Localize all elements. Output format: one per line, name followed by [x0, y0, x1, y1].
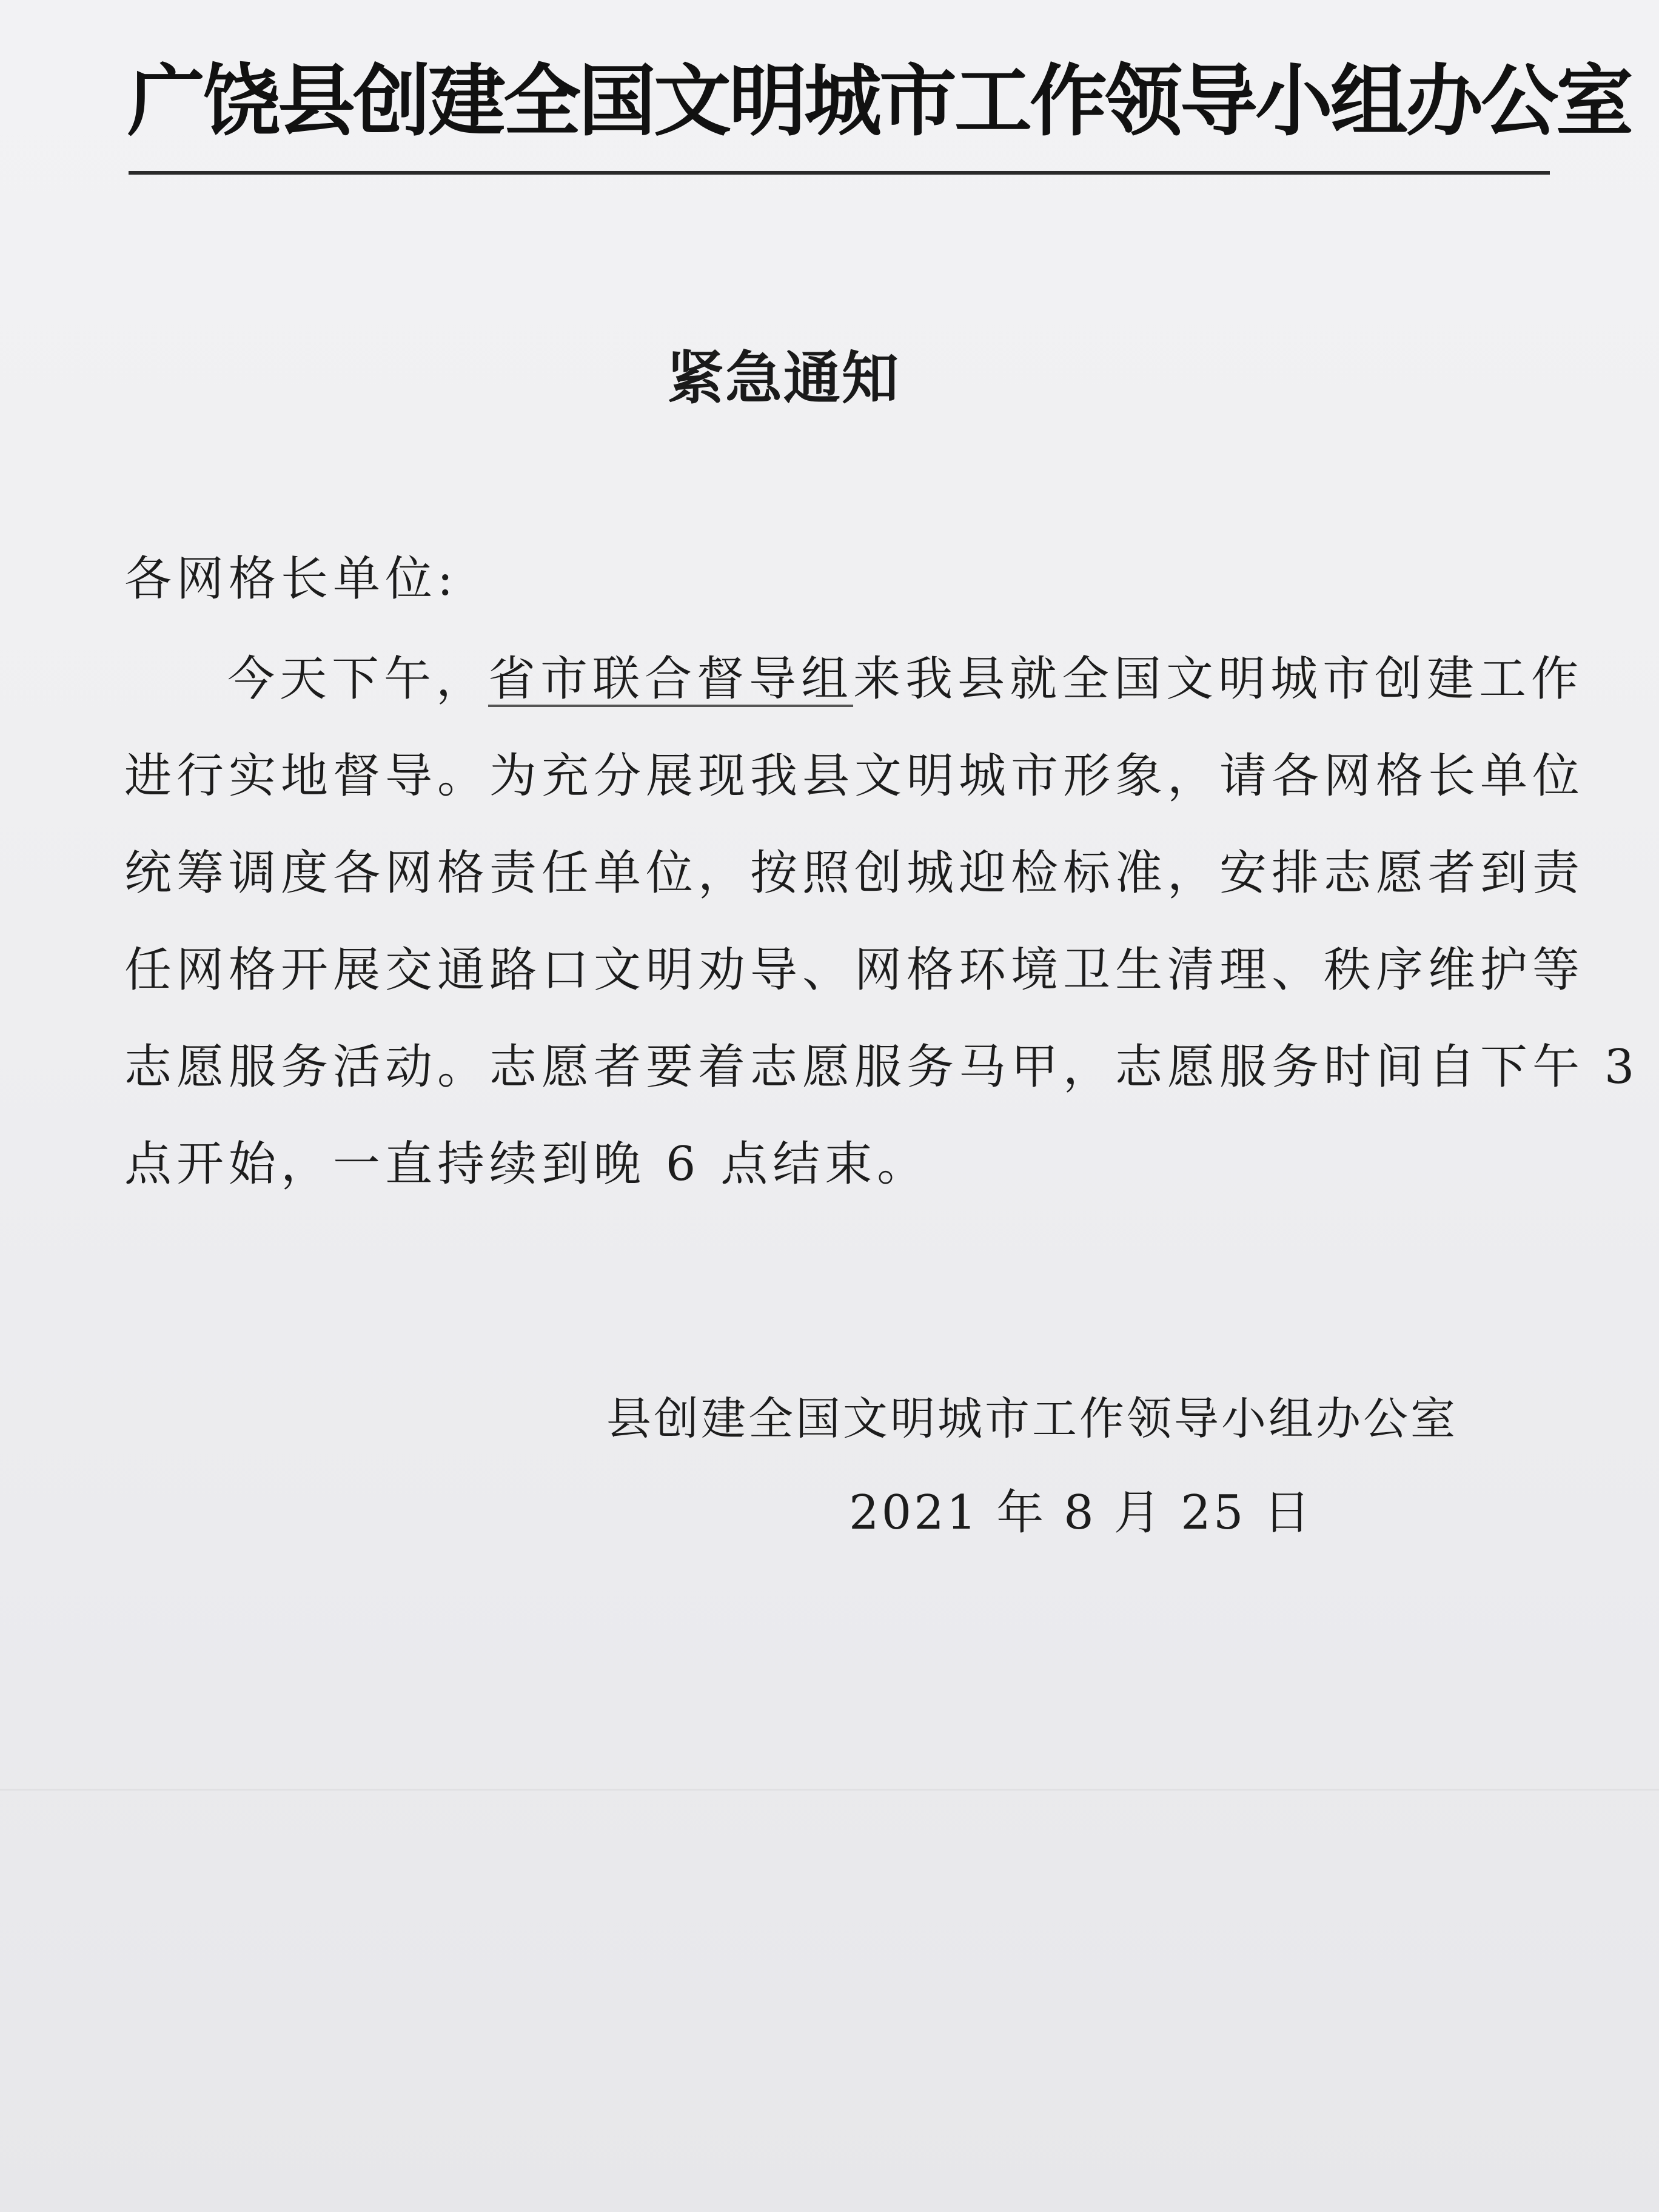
body-line-3: 统筹调度各网格责任单位，按照创城迎检标准，安排志愿者到责 — [124, 846, 1585, 900]
body-line-4: 任网格开展交通路口文明劝导、网格环境卫生清理、秩序维护等 — [124, 943, 1585, 997]
body-line-1 — [227, 646, 1583, 712]
body-line-6: 点开始，一直持续到晚 6 点结束。 — [124, 1137, 930, 1191]
paper-fold-shadow — [0, 1789, 1659, 1791]
body-line-2: 进行实地督导。为充分展现我县文明城市形象，请各网格长单位 — [124, 749, 1585, 803]
signature-date: 2021 年 8 月 25 日 — [849, 1486, 1313, 1540]
letterhead-divider — [129, 171, 1550, 175]
notice-title: 紧急通知 — [667, 346, 900, 412]
body-line-1-pre: 今天下午， — [227, 652, 489, 706]
signature-organization: 县创建全国文明城市工作领导小组办公室 — [606, 1393, 1458, 1445]
underlined-phrase: 省市联合督导组 — [488, 652, 854, 706]
body-line-1-post: 来我县就全国文明城市创建工作 — [853, 652, 1584, 706]
salutation: 各网格长单位: — [124, 552, 458, 606]
body-line-5: 志愿服务活动。志愿者要着志愿服务马甲，志愿服务时间自下午 3 — [124, 1040, 1640, 1094]
letterhead-title: 广饶县创建全国文明城市工作领导小组办公室 — [127, 56, 1632, 147]
